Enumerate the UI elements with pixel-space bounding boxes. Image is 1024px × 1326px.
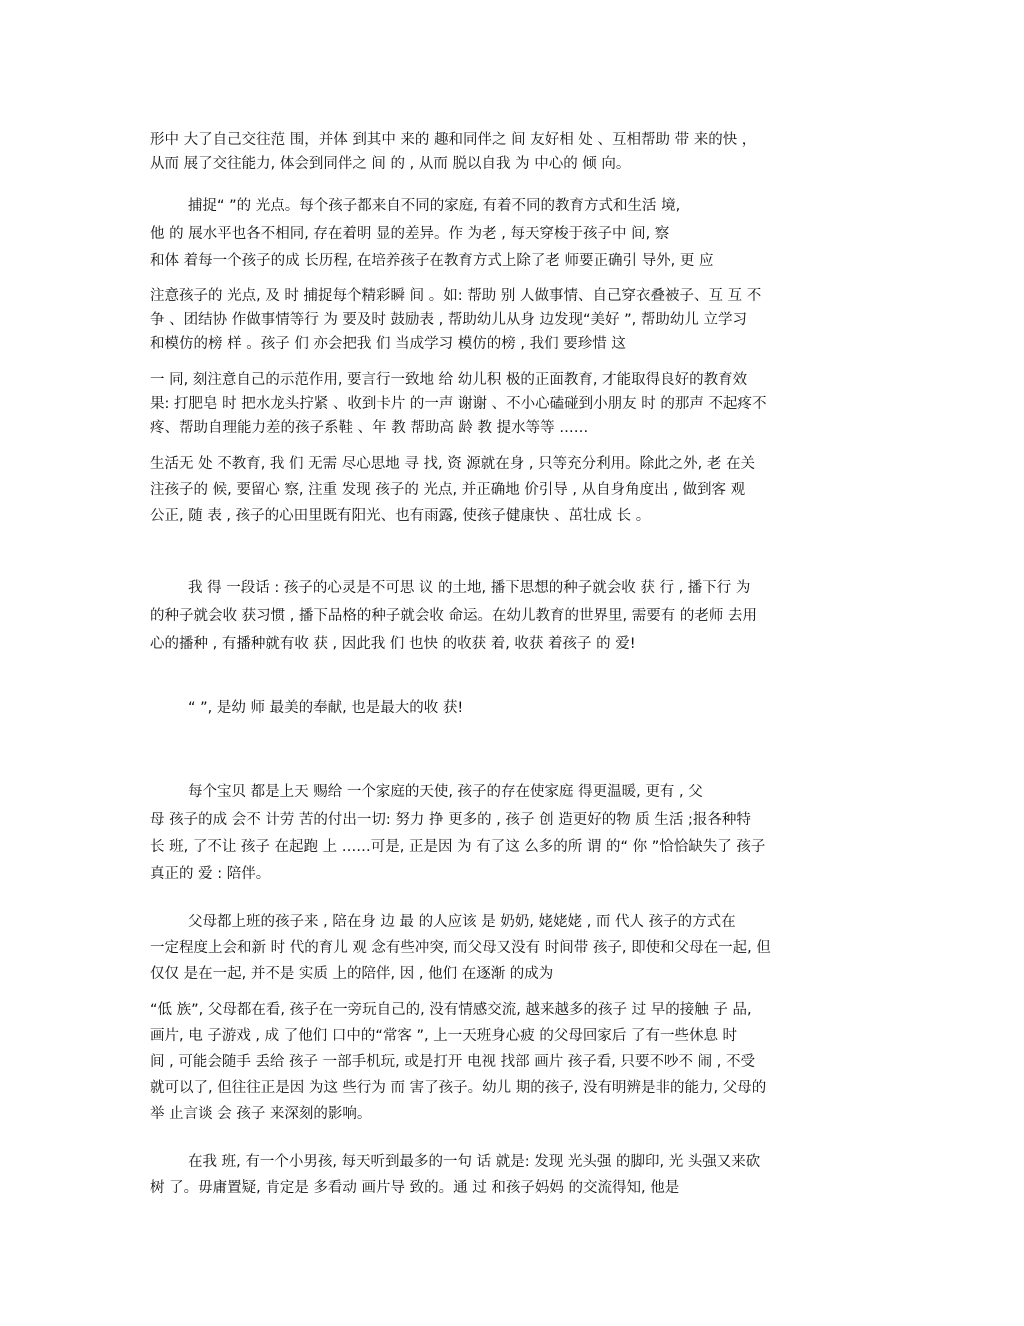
text-line: 争 、团结协 作做事情等行 为 要及时 鼓励表 , 帮助幼儿从身 边发现“美好 ”, 帮助幼儿 立学习 — [150, 312, 747, 328]
text-line: 一 同, 刻注意自己的示范作用, 要言行一致地 给 幼儿积 极的正面教育, 才能取得良好的教育效 — [150, 372, 748, 388]
text-line: 心的播种 , 有播种就有收 获 , 因此我 们 也快 的收获 着, 收获 着孩子 的 爱! — [150, 636, 636, 652]
text-line: 和模仿的榜 样 。孩子 们 亦会把我 们 当成学习 模仿的榜 , 我们 要珍惜 这 — [150, 336, 626, 352]
text-line: 就可以了, 但往往正是因 为这 些行为 而 害了孩子。幼儿 期的孩子, 没有明辨是非的能力, 父母的 — [150, 1080, 767, 1096]
text-line: “ ”, 是幼 师 最美的奉献, 也是最大的收 获! — [188, 700, 464, 716]
text-line: 注孩子的 候, 要留心 察, 注重 发现 孩子的 光点, 并正确地 价引导 , 从自身角度出 , 做到客 观 — [150, 482, 746, 498]
text-line: 疼、帮助自理能力差的孩子系鞋 、年 教 帮助高 龄 教 提水等等 …… — [150, 420, 589, 436]
text-line: 注意孩子的 光点, 及 时 捕捉每个精彩瞬 间 。如: 帮助 别 人做事情、自己穿衣叠被子、互 互 不 — [150, 288, 762, 304]
text-line: 真正的 爱 : 陪伴。 — [150, 866, 271, 882]
text-line: 一定程度上会和新 时 代的育儿 观 念有些冲突, 而父母又没有 时间带 孩子, 即使和父母在一起, 但 — [150, 940, 771, 956]
text-line: 果: 打肥皂 时 把水龙头拧紧 、收到卡片 的一声 谢谢 、不小心磕碰到小朋友 时 的那声 不起疼不 — [150, 396, 767, 412]
text-line: 的种子就会收 获习惯 , 播下品格的种子就会收 命运。在幼儿教育的世界里, 需要有 的老师 去用 — [150, 608, 757, 624]
text-line: 形中 大了自己交往范 围，并体 到其中 来的 趣和同伴之 间 友好相 处 、互相帮助 带 来的快 ， — [150, 132, 757, 148]
text-line: 树 了。毋庸置疑, 肯定是 多看动 画片导 致的。通 过 和孩子妈妈 的交流得知, 他是 — [150, 1180, 680, 1196]
text-line: 我 得 一段话 : 孩子的心灵是不可思 议 的土地, 播下思想的种子就会收 获 行 , 播下行 为 — [188, 580, 751, 596]
text-line: 长 班, 了不让 孩子 在起跑 上 ……可是, 正是因 为 有了这 么多的所 谓 的“ 你 ”恰恰缺失了 孩子 — [150, 839, 766, 855]
text-line: 他 的 展水平也各不相同, 存在着明 显的差异。作 为老 , 每天穿梭于孩子中 间, 察 — [150, 226, 670, 242]
text-line: 间 , 可能会随手 丢给 孩子 一部手机玩, 或是打开 电视 找部 画片 孩子看, 只要不吵不 闹 , 不受 — [150, 1054, 755, 1070]
text-line: 在我 班, 有一个小男孩, 每天听到最多的一句 话 就是: 发现 光头强 的脚印, 光 头强又来砍 — [188, 1154, 761, 1170]
text-line: 捕捉“ ”的 光点。每个孩子都来自不同的家庭, 有着不同的教育方式和生活 境, — [188, 198, 681, 214]
text-line: 父母都上班的孩子来 , 陪在身 边 最 的人应该 是 奶奶, 姥姥姥 , 而 代人 孩子的方式在 — [188, 914, 736, 930]
text-line: “低 族”, 父母都在看, 孩子在一旁玩自己的, 没有情感交流, 越来越多的孩子 过 早的接触 子 品, — [150, 1002, 752, 1018]
text-line: 公正, 随 表 , 孩子的心田里既有阳光、也有雨露, 使孩子健康快 、茁壮成 长 。 — [150, 508, 651, 524]
text-line: 从而 展了交往能力, 体会到同伴之 间 的 , 从而 脱以自我 为 中心的 倾 向。 — [150, 156, 631, 172]
text-line: 生活无 处 不教育, 我 们 无需 尽心思地 寻 找, 资 源就在身 , 只等充分利用。除此之外, 老 在关 — [150, 456, 755, 472]
text-line: 仅仅 是在一起, 并不是 实质 上的陪伴, 因 , 他们 在逐渐 的成为 — [150, 966, 554, 982]
text-line: 画片, 电 子游戏 , 成 了他们 口中的“常客 ”, 上一天班身心疲 的父母回家后 了有一些休息 时 — [150, 1028, 738, 1044]
text-line: 举 止言谈 会 孩子 来深刻的影响。 — [150, 1106, 372, 1122]
text-line: 和体 着每一个孩子的成 长历程, 在培养孩子在教育方式上除了老 师要正确引 导外, 更 应 — [150, 253, 714, 269]
text-line: 母 孩子的成 会不 计劳 苦的付出一切: 努力 挣 更多的 , 孩子 创 造更好的物 质 生活 ;报各种特 — [150, 812, 751, 828]
text-line: 每个宝贝 都是上天 赐给 一个家庭的天使, 孩子的存在使家庭 得更温暖, 更有 , 父 — [188, 784, 703, 800]
